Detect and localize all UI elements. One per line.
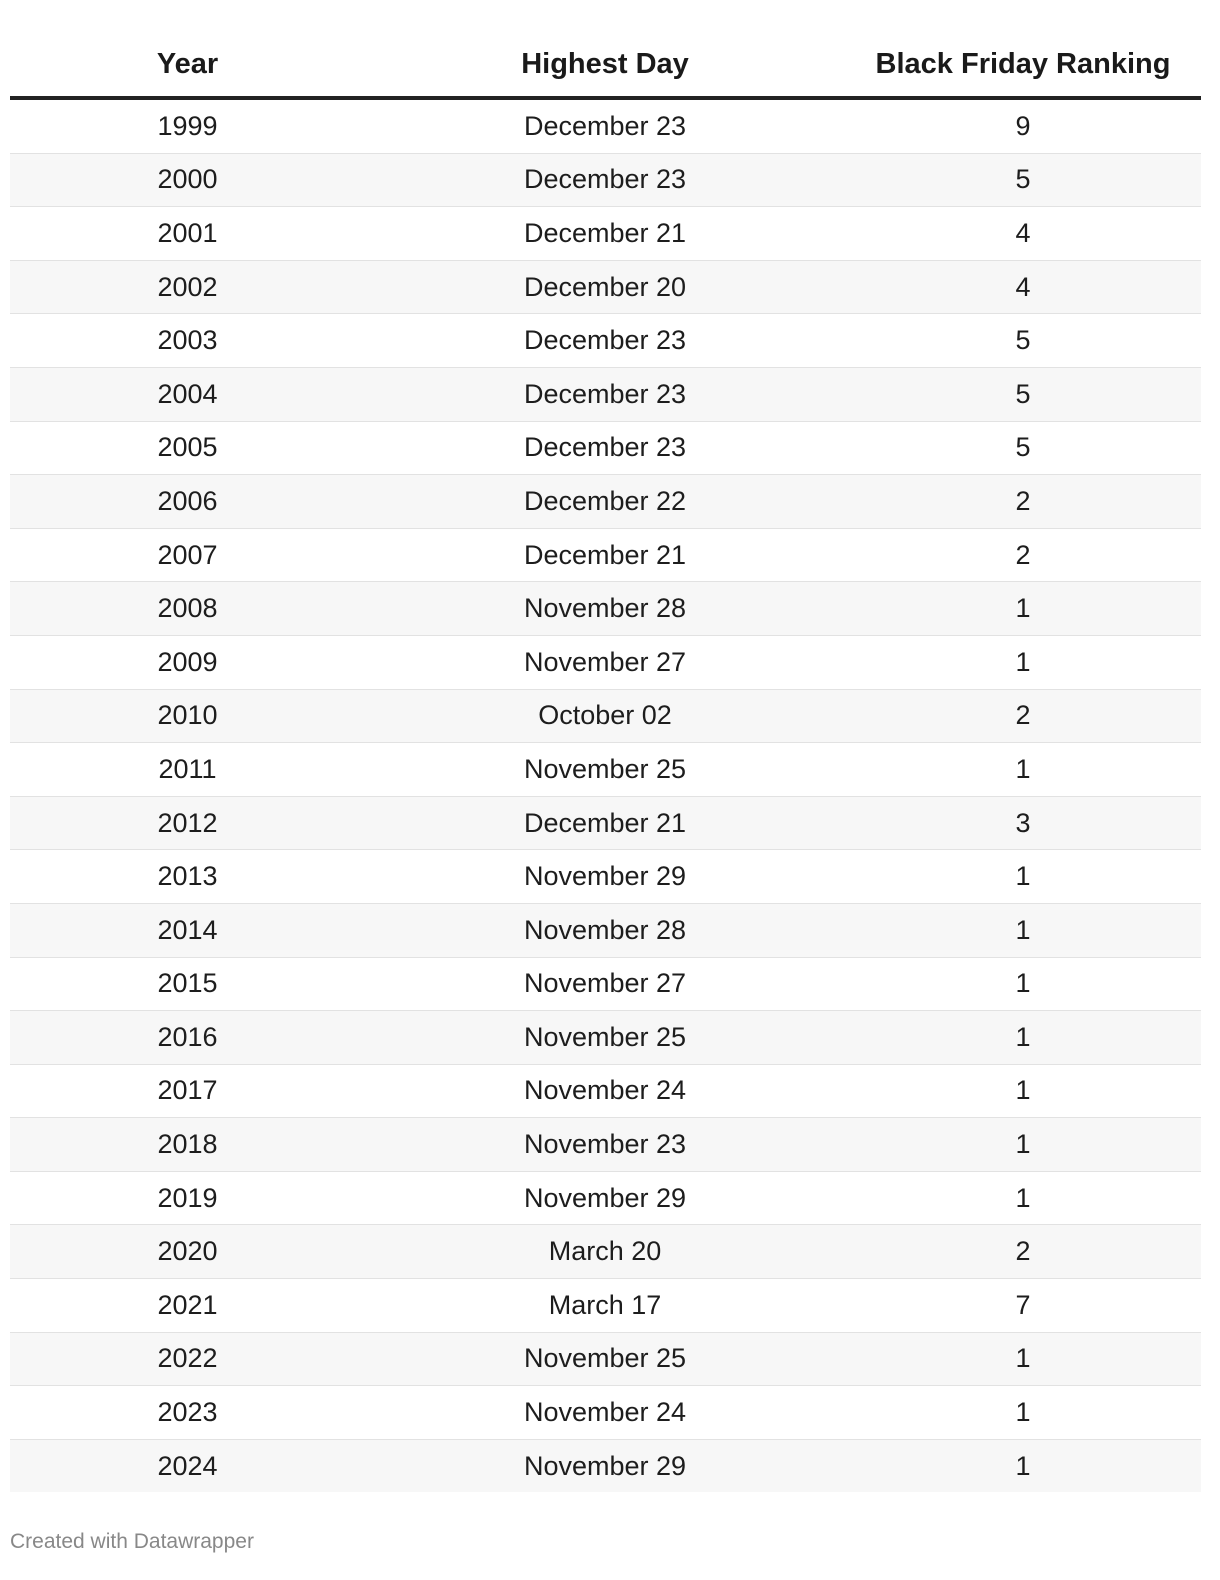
cell-highest-day: November 23: [365, 1118, 845, 1172]
cell-year: 2011: [10, 743, 365, 797]
cell-year: 2010: [10, 689, 365, 743]
cell-ranking: 2: [845, 1225, 1201, 1279]
cell-ranking: 4: [845, 260, 1201, 314]
cell-ranking: 1: [845, 1171, 1201, 1225]
table-row: [10, 367, 1201, 421]
header-row: [10, 32, 1201, 98]
cell-year: 2016: [10, 1011, 365, 1065]
cell-highest-day: October 02: [365, 689, 845, 743]
cell-ranking: 1: [845, 957, 1201, 1011]
datawrapper-credit: Created with Datawrapper: [10, 1530, 254, 1553]
cell-year: 2024: [10, 1439, 365, 1492]
cell-ranking: 1: [845, 903, 1201, 957]
cell-highest-day: November 27: [365, 635, 845, 689]
cell-highest-day: November 25: [365, 1011, 845, 1065]
cell-ranking: 2: [845, 528, 1201, 582]
data-table: [10, 32, 1201, 1492]
table-row: [10, 314, 1201, 368]
data-table-container: [10, 32, 1201, 1492]
cell-ranking: 3: [845, 796, 1201, 850]
cell-highest-day: December 23: [365, 98, 845, 153]
cell-year: 2020: [10, 1225, 365, 1279]
cell-year: 2005: [10, 421, 365, 475]
table-row: [10, 635, 1201, 689]
table-row: [10, 1439, 1201, 1492]
cell-ranking: 1: [845, 635, 1201, 689]
cell-ranking: 1: [845, 1386, 1201, 1440]
table-row: [10, 689, 1201, 743]
cell-year: 2000: [10, 153, 365, 207]
cell-highest-day: December 21: [365, 796, 845, 850]
cell-highest-day: November 25: [365, 1332, 845, 1386]
table-row: [10, 153, 1201, 207]
table-row: [10, 1279, 1201, 1333]
cell-year: 2002: [10, 260, 365, 314]
cell-year: 2013: [10, 850, 365, 904]
cell-year: 2017: [10, 1064, 365, 1118]
column-header-black-friday-ranking[interactable]: Black Friday Ranking: [845, 32, 1201, 98]
cell-ranking: 1: [845, 582, 1201, 636]
table-row: [10, 98, 1201, 153]
cell-year: 2001: [10, 207, 365, 261]
table-body: [10, 98, 1201, 1492]
cell-highest-day: December 21: [365, 207, 845, 261]
cell-ranking: 1: [845, 1332, 1201, 1386]
cell-ranking: 5: [845, 314, 1201, 368]
cell-highest-day: November 24: [365, 1064, 845, 1118]
cell-highest-day: November 29: [365, 850, 845, 904]
cell-ranking: 7: [845, 1279, 1201, 1333]
cell-highest-day: November 29: [365, 1439, 845, 1492]
table-row: [10, 850, 1201, 904]
cell-ranking: 5: [845, 421, 1201, 475]
cell-year: 1999: [10, 98, 365, 153]
cell-year: 2007: [10, 528, 365, 582]
cell-ranking: 5: [845, 367, 1201, 421]
cell-highest-day: December 20: [365, 260, 845, 314]
cell-year: 2004: [10, 367, 365, 421]
cell-highest-day: November 28: [365, 582, 845, 636]
table-row: [10, 903, 1201, 957]
cell-highest-day: November 29: [365, 1171, 845, 1225]
column-header-year[interactable]: Year: [10, 32, 365, 98]
cell-highest-day: December 23: [365, 153, 845, 207]
cell-ranking: 1: [845, 1439, 1201, 1492]
table-row: [10, 528, 1201, 582]
cell-ranking: 1: [845, 743, 1201, 797]
table-row: [10, 743, 1201, 797]
cell-year: 2019: [10, 1171, 365, 1225]
table-row: [10, 1332, 1201, 1386]
cell-year: 2022: [10, 1332, 365, 1386]
cell-year: 2006: [10, 475, 365, 529]
cell-highest-day: December 23: [365, 421, 845, 475]
cell-year: 2014: [10, 903, 365, 957]
table-row: [10, 1011, 1201, 1065]
table-row: [10, 1171, 1201, 1225]
table-row: [10, 957, 1201, 1011]
cell-highest-day: December 23: [365, 314, 845, 368]
cell-ranking: 5: [845, 153, 1201, 207]
table-row: [10, 260, 1201, 314]
cell-year: 2012: [10, 796, 365, 850]
cell-year: 2015: [10, 957, 365, 1011]
cell-year: 2003: [10, 314, 365, 368]
table-row: [10, 475, 1201, 529]
cell-year: 2009: [10, 635, 365, 689]
table-row: [10, 582, 1201, 636]
table-row: [10, 421, 1201, 475]
cell-ranking: 1: [845, 1118, 1201, 1172]
table-row: [10, 1118, 1201, 1172]
cell-highest-day: November 25: [365, 743, 845, 797]
table-header: [10, 32, 1201, 98]
table-row: [10, 207, 1201, 261]
table-row: [10, 1386, 1201, 1440]
cell-highest-day: December 21: [365, 528, 845, 582]
table-row: [10, 796, 1201, 850]
cell-highest-day: November 28: [365, 903, 845, 957]
column-header-highest-day[interactable]: Highest Day: [365, 32, 845, 98]
cell-highest-day: November 24: [365, 1386, 845, 1440]
cell-ranking: 1: [845, 850, 1201, 904]
cell-ranking: 2: [845, 689, 1201, 743]
cell-year: 2018: [10, 1118, 365, 1172]
cell-year: 2008: [10, 582, 365, 636]
cell-year: 2021: [10, 1279, 365, 1333]
cell-highest-day: March 20: [365, 1225, 845, 1279]
table-row: [10, 1225, 1201, 1279]
cell-ranking: 4: [845, 207, 1201, 261]
cell-ranking: 9: [845, 98, 1201, 153]
cell-ranking: 2: [845, 475, 1201, 529]
cell-highest-day: December 23: [365, 367, 845, 421]
cell-highest-day: December 22: [365, 475, 845, 529]
cell-ranking: 1: [845, 1064, 1201, 1118]
cell-highest-day: November 27: [365, 957, 845, 1011]
cell-highest-day: March 17: [365, 1279, 845, 1333]
cell-year: 2023: [10, 1386, 365, 1440]
table-row: [10, 1064, 1201, 1118]
cell-ranking: 1: [845, 1011, 1201, 1065]
